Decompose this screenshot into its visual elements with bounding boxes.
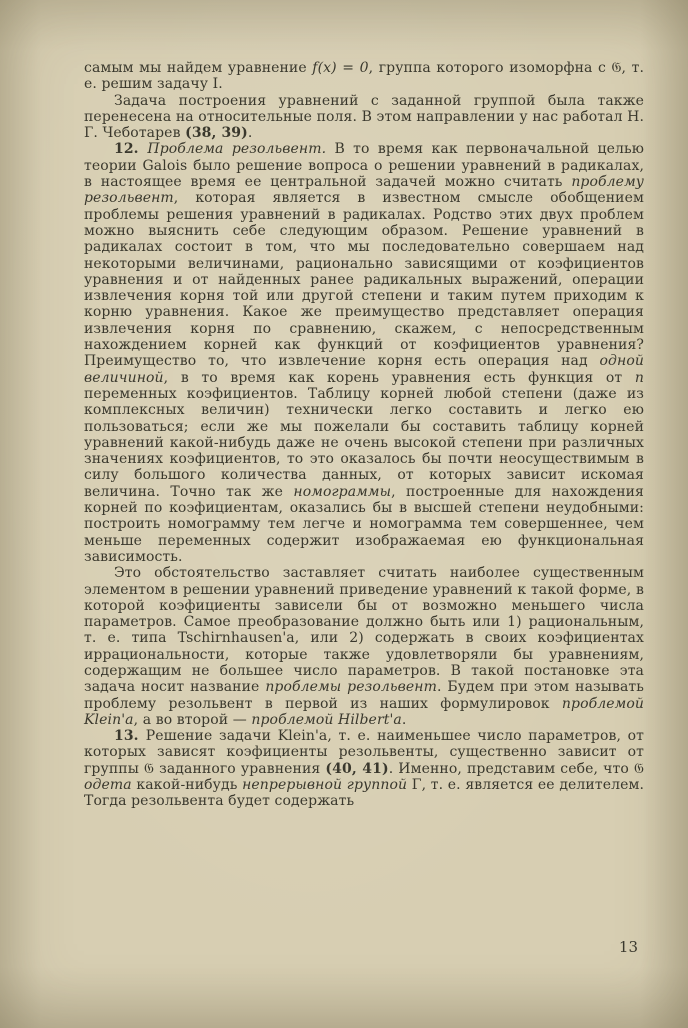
text-run: непрерывной группой — [242, 777, 408, 794]
text-run: проблемы резольвент — [265, 679, 437, 696]
text-run: одета — [84, 777, 132, 794]
text-run: . Будем при этом называть проблему резольвент в первой из наших формулировок — [84, 679, 644, 712]
text-run: Задача построения уравнений с заданной группой была также перенесена на относительные поля. В этом направлении у нас работал Н. Г. Чеботарев — [84, 92, 644, 142]
text-run: какой-нибудь — [131, 777, 243, 794]
text-run: 13. — [114, 728, 146, 745]
text-run: , построенные для нахождения корней по коэфициентам, оказались бы в высшей степени неудобными: построить номограмму тем легче и номограмма тем совершеннее, чем меньше переменных содержит изображаемая ею функциональная зависимость. — [84, 483, 644, 565]
text-run: (40, 41) — [325, 760, 389, 777]
text-run: Γ, т. е. является ее делителем. Тогда резольвента будет содержать — [84, 777, 645, 810]
paragraph — [84, 93, 644, 142]
text-block — [84, 60, 644, 810]
text-run: . — [247, 125, 253, 142]
paragraph — [84, 565, 644, 728]
text-run: , группа которого изоморфна с 𝔊, т. е. решим задачу I. — [84, 60, 645, 93]
text-run: самым мы найдем уравнение — [84, 60, 313, 76]
text-run: 12. — [114, 141, 148, 158]
paragraph — [84, 141, 644, 565]
text-run: , в то время как корень уравнения есть функция от — [163, 369, 635, 386]
text-run: . — [401, 711, 407, 728]
text-run: , а во второй — — [133, 711, 252, 728]
text-run: проблему резольвент — [84, 174, 644, 207]
text-run: проблемой Klein'а — [84, 695, 644, 728]
text-run: номограммы — [293, 483, 392, 500]
text-run: Это обстоятельство заставляет считать наиболее существенным элементом в решении уравнений приведение уравнений к такой форме, в которой коэфициенты зависели бы от возможно меньшего числа параметров. Самое преобразование должно быть или 1) рациональным, т. е. типа Tschirnhausen'а, или 2) содержать в своих коэфициентах иррациональности, которые также удовлетворяли бы уравнениям, содержащим не большее число параметров. В такой постановке эта задача носит название — [84, 565, 644, 696]
text-run: , которая является в известном смысле обобщением проблемы решения уравнений в радикалах. Родство этих двух проблем можно выяснить себе следующим образом. Решение уравнений в радикалах состоит в том, что мы последовательно совершаем над некоторыми величинами, рационально зависящими от коэфициентов уравнения и от найденных ранее радикальных выражений, операции извлечения корня той или другой степени и таким путем приходим к корню уравнения. Какое же преимущество представляет операция извлечения корня по сравнению, скажем, с непосредственным нахождением корней как функций от коэфициентов уравнения? Преимущество то, что извлечение корня есть операция над — [84, 190, 644, 370]
text-run: n — [634, 369, 644, 386]
paragraph — [84, 60, 644, 93]
text-run: Решение задачи Klein'а, т. е. наименьшее число параметров, от которых зависят коэфициенты резольвенты, существенно зависит от группы 𝔊 заданного уравнения — [84, 728, 644, 777]
text-run: Проблема резольвент. — [147, 141, 327, 158]
text-run: проблемой Hilbert'а — [251, 711, 402, 728]
paragraph — [84, 728, 644, 809]
text-run: (38, 39) — [185, 125, 248, 142]
page-number: 13 — [618, 938, 638, 956]
text-run: . Именно, представим себе, что 𝔊 — [388, 760, 644, 777]
text-run: одной величиной — [84, 353, 644, 386]
text-run: f(x) = 0 — [312, 60, 369, 76]
text-run: В то время как первоначальной целью теории Galois было решение вопроса о решении уравнений в радикалах, в настоящее время ее центральной задачей можно считать — [84, 141, 644, 191]
text-run: переменных коэфициентов. Таблицу корней любой степени (даже из комплексных величин) технически легко составить и легко ею пользоваться; если же мы пожелали бы составить таблицу корней уравнений какой-нибудь даже не очень высокой степени при различных значениях коэфициентов, то это оказалось бы почти неосуществимым в силу большого количества данных, от которых зависит искомая величина. Точно так же — [84, 385, 644, 500]
